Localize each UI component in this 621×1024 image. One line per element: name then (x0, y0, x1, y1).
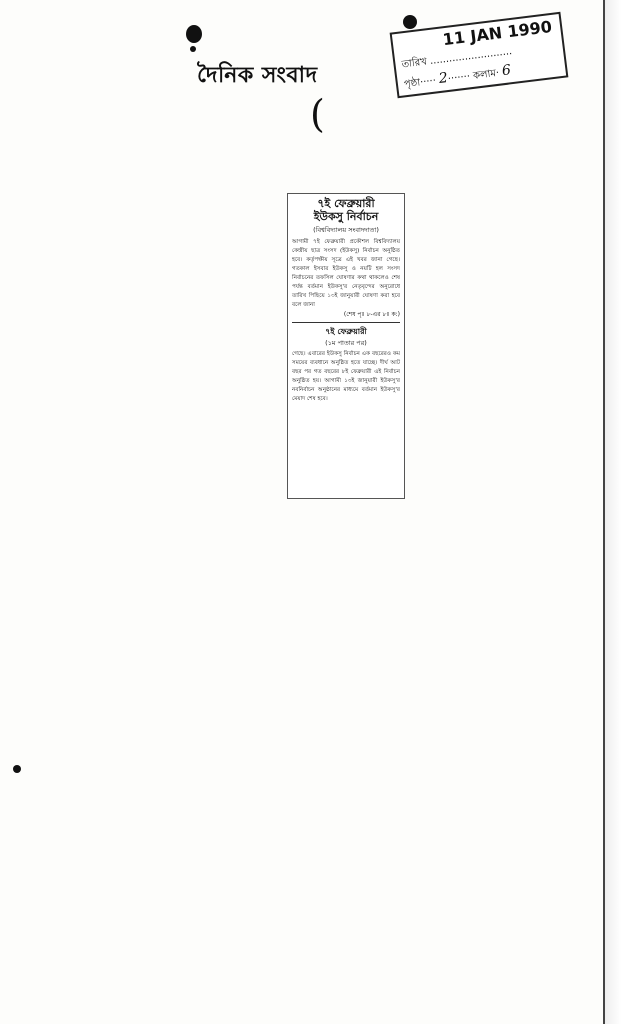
clipping-byline: (বিশ্ববিদ্যালয় সংবাদদাতা) (313, 226, 379, 234)
ink-blot (186, 25, 202, 43)
stamp-column-value: 6 (501, 62, 512, 80)
page-edge (603, 0, 621, 1024)
stamp-date: 11 JAN 1990 (441, 16, 553, 50)
clipping-continued: (শেষ পৃঃ ৮-এর ৮ঃ ক:) (343, 311, 400, 318)
news-clipping (287, 193, 405, 499)
stamp-page-label: পৃষ্ঠা (403, 77, 421, 91)
newspaper-masthead: দৈনিক সংবাদ (197, 63, 318, 88)
stamp-column-label: কলাম (472, 68, 497, 82)
handwritten-bracket: ( (310, 92, 325, 136)
stamp-page-row: পৃষ্ঠা····· 2······· কলাম· 6 (403, 62, 512, 91)
clipping-body-2: গেছে। এবারের ইউকসু নির্বাচন এক বছরেরও কম সময়ের ব্যবধানে অনুষ্ঠিত হতে যাচ্ছে। দীর্ঘ আট বছর পর গত বছরের ৮ই ফেব্রুয়ারী এই নির্বাচন অনুষ্ঠিত হয়। আগামী ১৩ই জানুয়ারী ইউকসু'র নবনির্বাচন অনুষ্ঠানের মাধ্যমে বর্তমান ইউকসু'র মেয়াদ শেষ হবে। (292, 351, 400, 402)
ink-blot (190, 46, 196, 52)
clipping-body: আগামী ৭ই ফেব্রুয়ারী প্রকৌশল বিশ্ববিদ্যালয় কেন্দ্রীয় ছাত্র সংসদ (ইউকসু) নির্বাচন অনুষ্ঠিত হবে। কর্তৃপক্ষীয় সূত্রে এই খবর জানা গেছে। গতকাল ইসবার ইউকসু ও নয়টি হল সংসদ নির্বাচনের তফসিল ঘোষণার কথা থাকলেও শেষ পর্যন্ত বর্তমান ইউকসু'র নেতৃবৃন্দের অনুরোধে তারিখ পিছিয়ে ১৩ই জানুয়ারী ঘোষণা করা হবে বলে জানা (292, 239, 400, 308)
stamp-date-row: তারিখ .......................... (400, 45, 513, 71)
clipping-headline-1: ৭ই ফেব্রুয়ারী (317, 197, 375, 210)
clipping-headline-2: ইউকসু নির্বাচন (313, 210, 379, 223)
clipping-divider (292, 322, 400, 323)
ink-blot (13, 765, 21, 773)
clipping-subheading-2: (১ম পাতার পর) (325, 339, 367, 347)
clipping-subheading: ৭ই ফেব্রুয়ারী (325, 327, 367, 336)
ink-blot (403, 15, 417, 29)
stamp-date-label: তারিখ (400, 56, 428, 71)
stamp-page-value: 2 (437, 70, 449, 88)
